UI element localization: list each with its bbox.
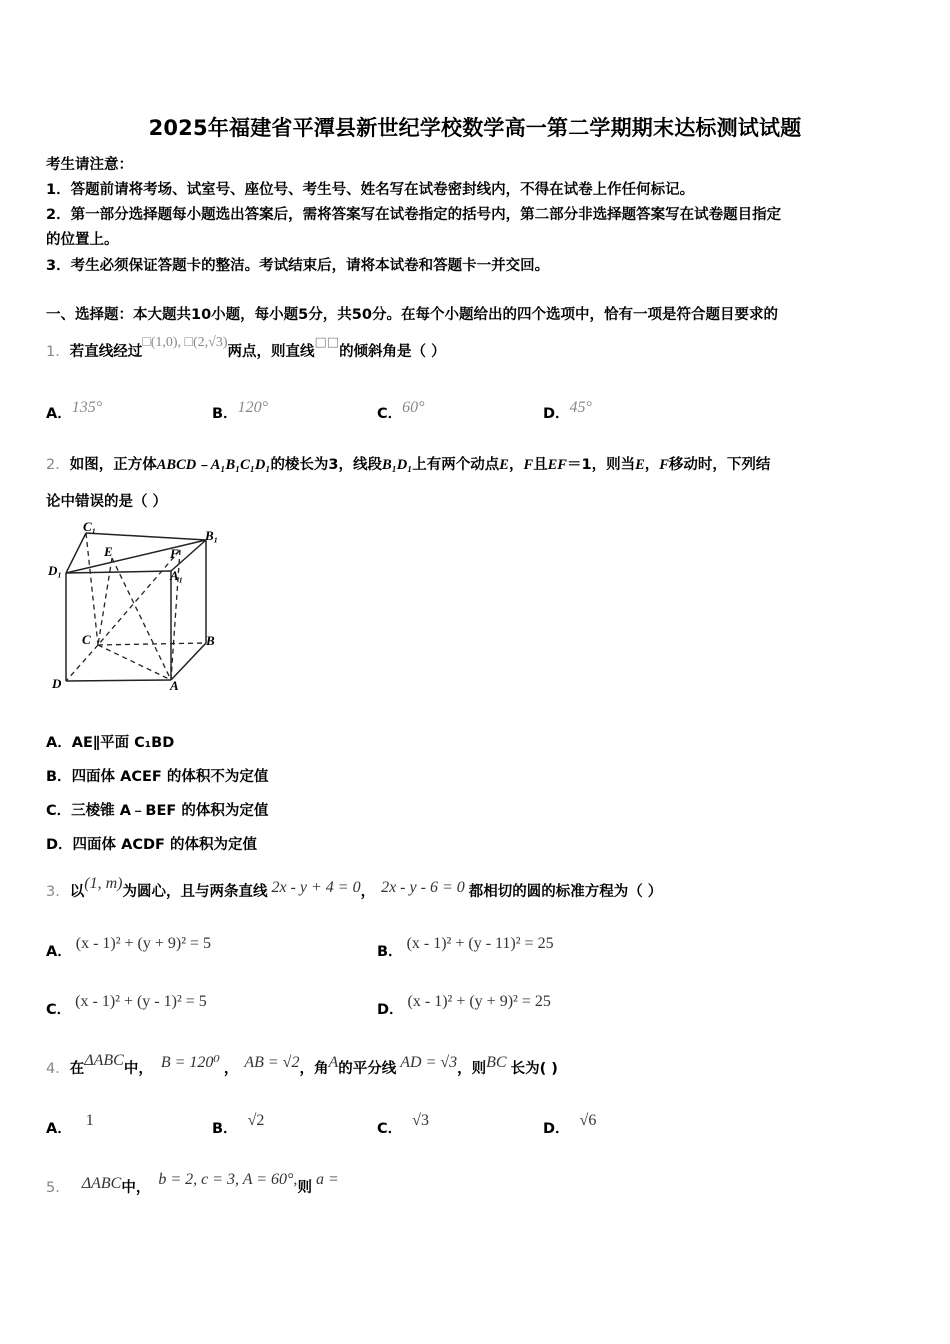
q2-option-b[interactable]: [46, 765, 268, 786]
q2-segment: B₁D₁: [382, 457, 413, 473]
q2-option-d-text: 四面体 ACDF 的体积为定值: [72, 837, 257, 853]
q3-option-c[interactable]: [46, 993, 207, 1019]
q2-point-e: E: [499, 457, 509, 473]
q4-option-d-value: √6: [579, 1112, 597, 1129]
q2-option-d-label: D．: [46, 837, 73, 853]
q1-line-symbol: □□: [314, 335, 340, 350]
q1-option-d-value: 45°: [569, 399, 592, 416]
label-e: E: [104, 544, 113, 559]
q2-comma2: ，: [644, 457, 660, 473]
q4-option-d-label: D．: [543, 1121, 570, 1137]
q2-text-c: 上有两个动点: [412, 457, 500, 473]
label-b1: B₁: [205, 528, 219, 543]
q2-text-b: 的棱长为3，线段: [270, 457, 383, 473]
q5-text-mid: 中，: [121, 1180, 151, 1196]
q1-option-a-value: 135°: [71, 399, 103, 416]
q4-option-c-label: C．: [377, 1121, 403, 1137]
q2-option-a[interactable]: [46, 731, 174, 752]
question-4: [46, 1052, 558, 1078]
q3-option-a-label: A．: [46, 944, 72, 960]
q2-option-a-label: A．: [46, 735, 72, 751]
q3-option-d[interactable]: [377, 993, 551, 1019]
q2-ef: EF: [547, 457, 567, 473]
q1-option-d[interactable]: [543, 399, 592, 423]
q5-ask: a =: [315, 1171, 339, 1188]
q4-sep: ，: [223, 1061, 239, 1077]
label-a1: A₁: [170, 568, 184, 583]
q3-text-post: 都相切的圆的标准方程为（ ）: [468, 884, 663, 900]
q3-number: 3．: [46, 884, 70, 900]
question-1: [46, 335, 446, 361]
q4-text-mid2: ，角: [299, 1061, 329, 1077]
label-b: B: [206, 633, 215, 648]
q1-text-post: 的倾斜角是（ ）: [339, 344, 446, 360]
q3-line-2: 2x - y - 6 = 0: [381, 879, 465, 896]
notice-heading: 考生请注意：: [46, 157, 133, 173]
q3-option-b-value: (x - 1)² + (y - 11)² = 25: [406, 935, 554, 952]
q1-option-b[interactable]: [212, 399, 268, 423]
label-d: D: [52, 676, 62, 691]
q2-option-c-text: 三棱锥 A﹣BEF 的体积为定值: [71, 803, 269, 819]
q2-cube: ABCD﹣A₁B₁C₁D₁: [156, 457, 271, 473]
notice-item-2: 2．第一部分选择题每小题选出答案后，需将答案写在试卷指定的括号内，第二部分非选择题答案写在试卷题目指定: [46, 207, 782, 223]
q1-option-c-label: C．: [377, 406, 403, 422]
label-c1: C₁: [83, 520, 97, 534]
q5-triangle: ΔABC: [81, 1175, 122, 1192]
q1-option-c-value: 60°: [402, 399, 425, 416]
q4-text-post: 长为( ): [510, 1061, 558, 1077]
q4-option-a-value: 1: [85, 1112, 94, 1129]
q2-option-c[interactable]: [46, 799, 268, 820]
cube-figure: [46, 520, 226, 695]
q2-number: 2．: [46, 457, 70, 473]
q1-text-mid: 两点，则直线: [227, 344, 315, 360]
q4-text-mid1: 中，: [123, 1061, 153, 1077]
q5-number: 5．: [46, 1180, 70, 1196]
q4-text-mid4: ，则: [457, 1061, 487, 1077]
q3-option-d-value: (x - 1)² + (y + 9)² = 25: [407, 993, 551, 1010]
notice-item-2-cont: 的位置上。: [46, 232, 119, 248]
notice-item-3: 3．考生必须保证答题卡的整洁。考试结束后，请将本试卷和答题卡一并交回。: [46, 258, 550, 274]
q2-and: 且: [533, 457, 548, 473]
notice-item-1: 1．答题前请将考场、试室号、座位号、考生号、姓名写在试卷密封线内，不得在试卷上作任何标记。: [46, 182, 695, 198]
q2-eq: ＝1，则当: [566, 457, 636, 473]
q1-text-pre: 若直线经过: [69, 344, 143, 360]
q1-points: □(1,0), □(2,√3): [142, 335, 228, 350]
q1-option-b-label: B．: [212, 406, 238, 422]
q3-option-a[interactable]: [46, 935, 212, 961]
q2-option-c-label: C．: [46, 803, 72, 819]
q4-angle-b: B = 120⁰: [160, 1054, 220, 1071]
q1-number: 1．: [46, 344, 70, 360]
q4-angle-a: A: [328, 1054, 339, 1071]
q1-option-c[interactable]: [377, 399, 425, 423]
q1-option-b-value: 120°: [237, 399, 268, 416]
q5-then: 则: [297, 1180, 312, 1196]
q2-option-d[interactable]: [46, 833, 257, 854]
q2-text-a: 如图，正方体: [69, 457, 157, 473]
q3-text-pre: 以: [69, 884, 85, 900]
q5-conditions: b = 2, c = 3, A = 60°,: [158, 1171, 298, 1188]
q4-text-mid3: 的平分线: [338, 1061, 397, 1077]
q4-bc: BC: [486, 1054, 507, 1071]
q4-option-d[interactable]: [543, 1112, 597, 1138]
question-3: [46, 875, 663, 901]
q3-option-c-label: C．: [46, 1002, 72, 1018]
q3-line-1: 2x - y + 4 = 0: [271, 879, 361, 896]
label-f: F: [170, 546, 179, 561]
q3-sep: ，: [360, 884, 376, 900]
q4-option-c[interactable]: [377, 1112, 429, 1138]
q3-center: (1, m): [84, 875, 123, 892]
question-5: [46, 1171, 339, 1197]
q4-option-a-label: A．: [46, 1121, 72, 1137]
q4-number: 4．: [46, 1061, 70, 1077]
q4-option-b[interactable]: [212, 1112, 265, 1138]
q3-option-a-value: (x - 1)² + (y + 9)² = 5: [75, 935, 212, 952]
label-c: C: [82, 632, 91, 647]
q3-option-c-value: (x - 1)² + (y - 1)² = 5: [75, 993, 207, 1010]
q3-text-mid: 为圆心，且与两条直线: [122, 884, 268, 900]
q3-option-b-label: B．: [377, 944, 403, 960]
q4-option-a[interactable]: [46, 1112, 94, 1138]
q3-option-d-label: D．: [377, 1002, 404, 1018]
q2-point-e2: E: [635, 457, 645, 473]
q2-point-f2: F: [659, 457, 669, 473]
q1-option-d-label: D．: [543, 406, 570, 422]
q2-option-b-label: B．: [46, 769, 72, 785]
q2-text-d: 移动时，下列结: [668, 457, 771, 473]
q1-option-a[interactable]: [46, 399, 103, 423]
q4-option-c-value: √3: [412, 1112, 429, 1129]
q2-point-f: F: [523, 457, 534, 473]
q2-option-a-text: AE∥平面 C₁BD: [71, 735, 175, 751]
label-a: A: [170, 678, 179, 693]
q4-option-b-label: B．: [212, 1121, 238, 1137]
q4-text-pre: 在: [69, 1061, 85, 1077]
q3-option-b[interactable]: [377, 935, 554, 961]
label-d1: D₁: [48, 563, 62, 578]
q1-option-a-label: A．: [46, 406, 72, 422]
q2-comma: ，: [508, 457, 524, 473]
q4-triangle: ΔABC: [84, 1052, 124, 1069]
q2-option-b-text: 四面体 ACEF 的体积不为定值: [71, 769, 269, 785]
q4-ad: AD = √3: [400, 1054, 458, 1071]
q2-line2: 论中错误的是（ ）: [46, 494, 168, 510]
q4-option-b-value: √2: [247, 1112, 265, 1129]
section-heading: 一、选择题：本大题共10小题，每小题5分，共50分。在每个小题给出的四个选项中，恰有一项是符合题目要求的: [46, 307, 778, 323]
page-title: 2025年福建省平潭县新世纪学校数学高一第二学期期末达标测试试题: [148, 116, 802, 140]
question-2: [46, 453, 770, 474]
q4-ab: AB = √2: [244, 1054, 300, 1071]
